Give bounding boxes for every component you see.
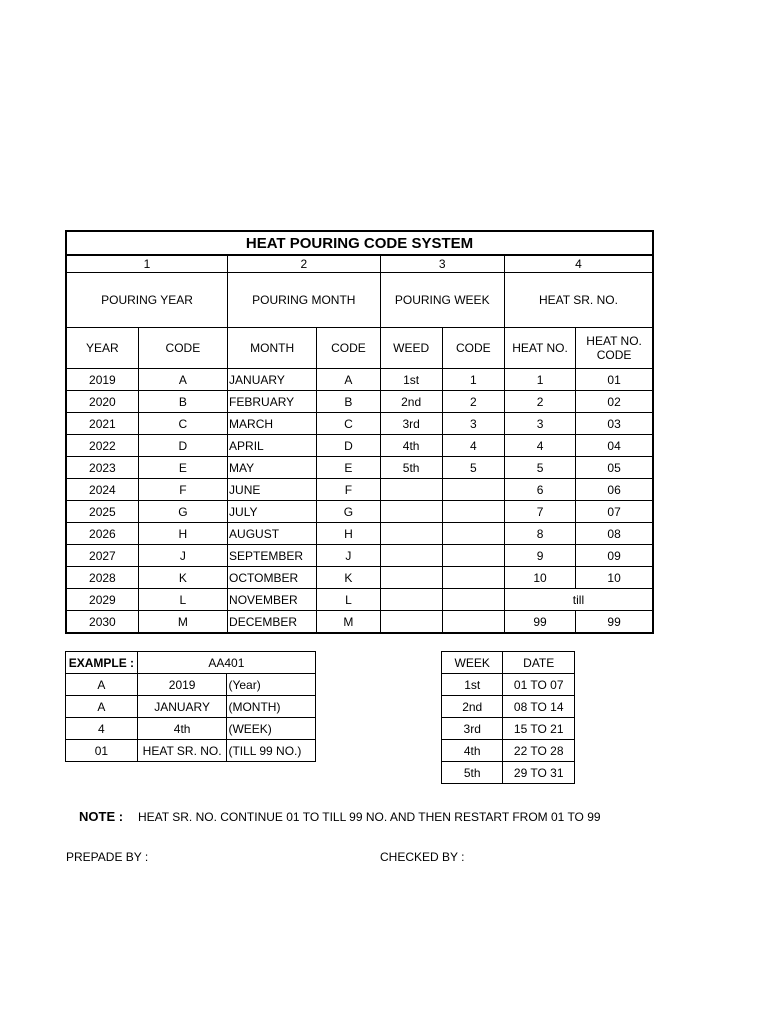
col-header-week: WEED (380, 328, 442, 369)
cell (380, 523, 442, 545)
table-row (66, 567, 653, 589)
cell: C (138, 413, 227, 435)
cell: 1 (504, 369, 575, 391)
col-header-year: YEAR (66, 328, 138, 369)
cell: 1 (442, 369, 504, 391)
cell (380, 479, 442, 501)
cell: 03 (576, 413, 653, 435)
cell: (MONTH) (227, 696, 316, 718)
cell (442, 611, 504, 634)
cell: 22 TO 28 (503, 740, 575, 762)
table-row (66, 523, 653, 545)
cell: 1st (380, 369, 442, 391)
cell: 3rd (380, 413, 442, 435)
cell: APRIL (228, 435, 317, 457)
week-date-table (441, 651, 575, 784)
cell: 2027 (66, 545, 138, 567)
section-title-pouring-year: POURING YEAR (66, 273, 228, 328)
col-header-heat-no-code: HEAT NO. CODE (576, 328, 653, 369)
cell: 2022 (66, 435, 138, 457)
cell: 6 (504, 479, 575, 501)
cell: 5 (442, 457, 504, 479)
cell: L (138, 589, 227, 611)
cell: JUNE (228, 479, 317, 501)
cell: OCTOMBER (228, 567, 317, 589)
cell: 2021 (66, 413, 138, 435)
cell: 02 (576, 391, 653, 413)
cell: J (317, 545, 380, 567)
cell: 01 (66, 740, 138, 762)
cell: (WEEK) (227, 718, 316, 740)
cell: JANUARY (137, 696, 227, 718)
cell: HEAT SR. NO. (137, 740, 227, 762)
example-table (65, 651, 316, 762)
cell (442, 523, 504, 545)
table-row (442, 718, 575, 740)
cell: 2023 (66, 457, 138, 479)
main-table-body (66, 369, 653, 589)
cell: D (138, 435, 227, 457)
cell: 8 (504, 523, 575, 545)
col-header-month-code: CODE (317, 328, 380, 369)
cell: J (138, 545, 227, 567)
table-row (66, 674, 316, 696)
cell: A (138, 369, 227, 391)
cell: 3 (504, 413, 575, 435)
cell: B (138, 391, 227, 413)
cell: 2029 (66, 589, 138, 611)
cell: 2024 (66, 479, 138, 501)
table-row (66, 589, 653, 611)
cell: 2019 (66, 369, 138, 391)
cell: DECEMBER (228, 611, 317, 634)
cell: M (138, 611, 227, 634)
cell: H (138, 523, 227, 545)
cell: 3rd (442, 718, 503, 740)
table-row (66, 501, 653, 523)
cell: 29 TO 31 (503, 762, 575, 784)
till-cell: till (504, 589, 653, 611)
section-number-1: 1 (66, 255, 228, 273)
col-header-date: DATE (503, 652, 575, 674)
cell: 08 (576, 523, 653, 545)
note-text: HEAT SR. NO. CONTINUE 01 TO TILL 99 NO. AND THEN RESTART FROM 01 TO 99 (138, 810, 601, 824)
table-title: HEAT POURING CODE SYSTEM (66, 231, 653, 255)
cell (442, 479, 504, 501)
table-row (442, 696, 575, 718)
cell: JULY (228, 501, 317, 523)
table-row (66, 457, 653, 479)
cell: 04 (576, 435, 653, 457)
section-title-heat-sr-no: HEAT SR. NO. (504, 273, 653, 328)
cell: 5 (504, 457, 575, 479)
cell: H (317, 523, 380, 545)
col-header-month: MONTH (228, 328, 317, 369)
cell: JANUARY (228, 369, 317, 391)
cell (380, 589, 442, 611)
cell: G (138, 501, 227, 523)
cell (442, 545, 504, 567)
cell: (TILL 99 NO.) (227, 740, 316, 762)
cell: A (66, 696, 138, 718)
note-label: NOTE : (79, 809, 124, 824)
cell: 4th (380, 435, 442, 457)
cell: 99 (576, 611, 653, 634)
cell (380, 545, 442, 567)
cell: 2nd (380, 391, 442, 413)
example-code: AA401 (137, 652, 315, 674)
cell: 07 (576, 501, 653, 523)
table-row (66, 696, 316, 718)
cell: 08 TO 14 (503, 696, 575, 718)
cell: FEBRUARY (228, 391, 317, 413)
cell: 4 (66, 718, 138, 740)
section-number-4: 4 (504, 255, 653, 273)
cell: E (138, 457, 227, 479)
table-row (66, 718, 316, 740)
table-row (442, 762, 575, 784)
cell: 2020 (66, 391, 138, 413)
cell: 1st (442, 674, 503, 696)
cell: 3 (442, 413, 504, 435)
cell: 2019 (137, 674, 227, 696)
table-row (66, 479, 653, 501)
cell: 2026 (66, 523, 138, 545)
col-header-week-code: CODE (442, 328, 504, 369)
section-title-pouring-week: POURING WEEK (380, 273, 504, 328)
cell: 01 TO 07 (503, 674, 575, 696)
cell (380, 501, 442, 523)
cell: 2 (504, 391, 575, 413)
cell: C (317, 413, 380, 435)
cell: A (66, 674, 138, 696)
cell: K (138, 567, 227, 589)
cell: D (317, 435, 380, 457)
col-header-heat-no: HEAT NO. (504, 328, 575, 369)
cell: 15 TO 21 (503, 718, 575, 740)
cell (442, 567, 504, 589)
cell: E (317, 457, 380, 479)
cell: 2nd (442, 696, 503, 718)
cell: 2028 (66, 567, 138, 589)
cell (380, 611, 442, 634)
cell: 09 (576, 545, 653, 567)
cell: 4 (442, 435, 504, 457)
cell: M (317, 611, 380, 634)
cell: 01 (576, 369, 653, 391)
example-label: EXAMPLE : (66, 652, 138, 674)
table-row (66, 435, 653, 457)
cell (442, 501, 504, 523)
cell: B (317, 391, 380, 413)
col-header-year-code: CODE (138, 328, 227, 369)
section-title-pouring-month: POURING MONTH (228, 273, 381, 328)
cell: MAY (228, 457, 317, 479)
cell: L (317, 589, 380, 611)
cell: 4th (442, 740, 503, 762)
table-row (66, 611, 653, 634)
cell: 2025 (66, 501, 138, 523)
cell (380, 567, 442, 589)
cell: 10 (576, 567, 653, 589)
cell: 5th (380, 457, 442, 479)
cell: F (317, 479, 380, 501)
table-row (66, 740, 316, 762)
section-number-3: 3 (380, 255, 504, 273)
cell: MARCH (228, 413, 317, 435)
section-number-2: 2 (228, 255, 381, 273)
table-row (66, 545, 653, 567)
cell: 2 (442, 391, 504, 413)
table-row (66, 391, 653, 413)
table-row (66, 369, 653, 391)
cell: A (317, 369, 380, 391)
checked-by-label: CHECKED BY : (380, 850, 465, 864)
cell: NOVEMBER (228, 589, 317, 611)
heat-pouring-code-table (65, 230, 654, 634)
cell: 9 (504, 545, 575, 567)
cell: 10 (504, 567, 575, 589)
cell: 5th (442, 762, 503, 784)
cell: G (317, 501, 380, 523)
cell: 2030 (66, 611, 138, 634)
cell: 4 (504, 435, 575, 457)
cell: F (138, 479, 227, 501)
col-header-week: WEEK (442, 652, 503, 674)
table-row (442, 740, 575, 762)
cell: 7 (504, 501, 575, 523)
cell (442, 589, 504, 611)
cell: K (317, 567, 380, 589)
cell: 99 (504, 611, 575, 634)
cell: SEPTEMBER (228, 545, 317, 567)
cell: 4th (137, 718, 227, 740)
cell: 05 (576, 457, 653, 479)
table-row (442, 674, 575, 696)
cell: AUGUST (228, 523, 317, 545)
cell: 06 (576, 479, 653, 501)
prepared-by-label: PREPADE BY : (66, 850, 149, 864)
table-row (66, 413, 653, 435)
cell: (Year) (227, 674, 316, 696)
